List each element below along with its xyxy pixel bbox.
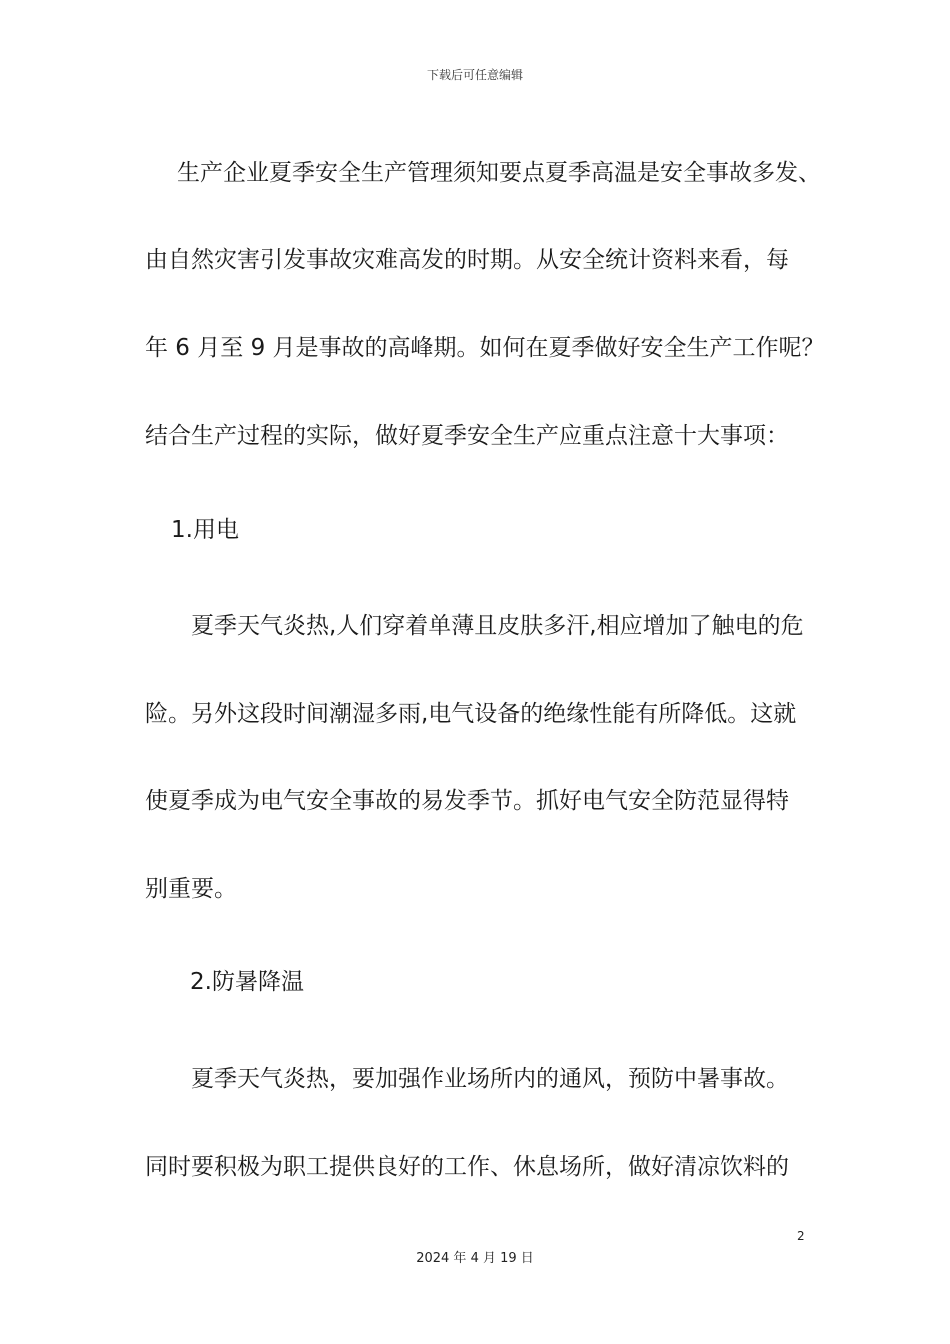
section-heading: 1.用电 <box>171 517 239 543</box>
paragraph-line: 结合生产过程的实际，做好夏季安全生产应重点注意十大事项： <box>145 423 789 449</box>
paragraph-line: 夏季天气炎热，要加强作业场所内的通风，预防中暑事故。 <box>191 1066 789 1092</box>
paragraph-line: 夏季天气炎热,人们穿着单薄且皮肤多汗,相应增加了触电的危 <box>191 613 804 639</box>
page-number: 2 <box>797 1229 805 1243</box>
paragraph-line: 年 6 月至 9 月是事故的高峰期。如何在夏季做好安全生产工作呢？ <box>145 335 825 361</box>
paragraph-line: 险。另外这段时间潮湿多雨,电气设备的绝缘性能有所降低。这就 <box>145 701 797 727</box>
paragraph-line: 同时要积极为职工提供良好的工作、休息场所，做好清凉饮料的 <box>145 1154 789 1180</box>
paragraph-line: 别重要。 <box>145 876 237 902</box>
section-heading: 2.防暑降温 <box>190 969 304 995</box>
page-header: 下载后可任意编辑 <box>426 68 523 82</box>
paragraph-line: 生产企业夏季安全生产管理须知要点夏季高温是安全事故多发、 <box>177 160 821 186</box>
paragraph-line: 由自然灾害引发事故灾难高发的时期。从安全统计资料来看，每 <box>145 247 789 273</box>
paragraph-line: 使夏季成为电气安全事故的易发季节。抓好电气安全防范显得特 <box>145 788 789 814</box>
page-footer-date: 2024 年 4 月 19 日 <box>416 1251 534 1266</box>
